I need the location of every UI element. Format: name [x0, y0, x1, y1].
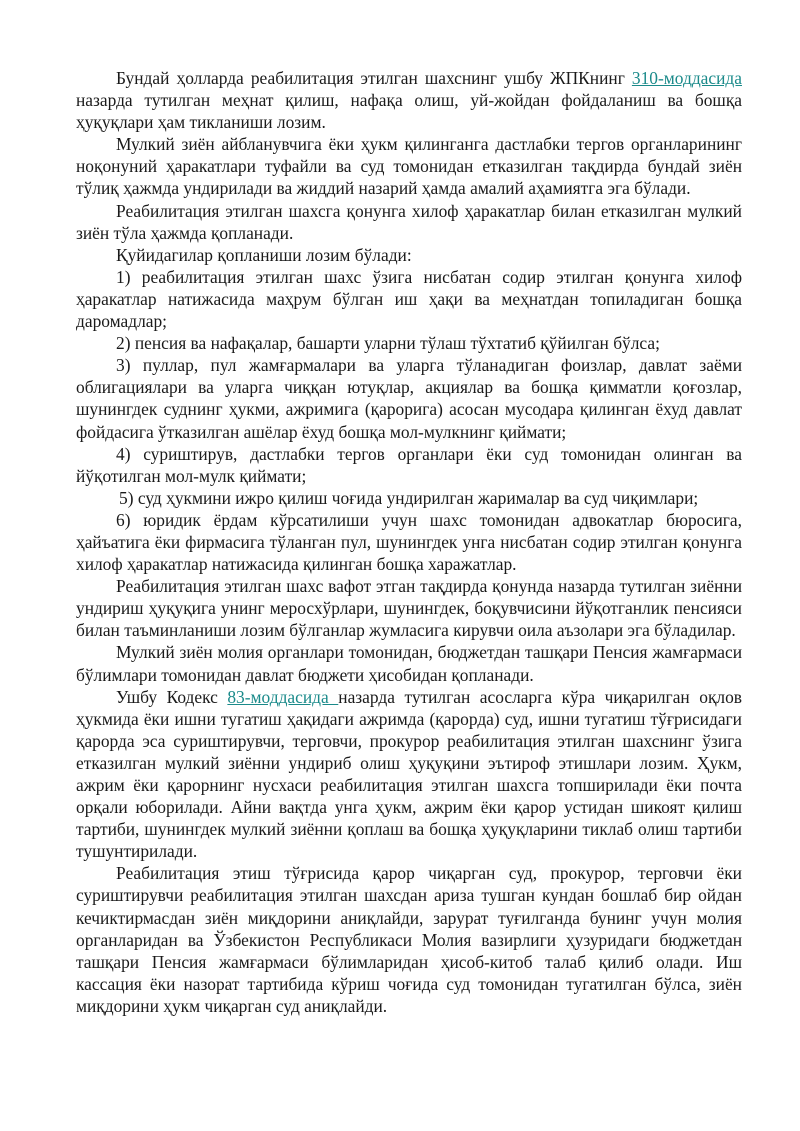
article-310-link[interactable]: 310-моддасида — [631, 68, 742, 88]
paragraph-full-compensation: Реабилитация этилган шахсга қонунга хилоф ҳаракатлар билан етказилган мулкий зиён тўла ҳажмда қопланади. — [76, 200, 742, 243]
paragraph-funding-source: Мулкий зиён молия органлари томонидан, бюджетдан ташқари Пенсия жамғармаси бўлимлари томонидан давлат бюджети ҳисобидан қопланади. — [76, 642, 742, 685]
paragraph-list-intro: Қуйидагилар қопланиши лозим бўлади: — [116, 244, 412, 265]
paragraph-text: Ушбу Кодекс — [116, 686, 228, 707]
paragraph-text: назарда тутилган меҳнат қилиш, нафақа олиш, уй-жойдан фойдаланиш ва бошқа ҳуқуқлари ҳам тикланиши лозим. — [76, 90, 742, 133]
document-page — [76, 67, 742, 1017]
list-item-pensions: 2) пенсия ва нафақалар, башарти уларни тўлаш тўхтатиб қўйилган бўлса; — [116, 333, 660, 354]
list-item-fines: 5) суд ҳукмини ижро қилиш чоғида ундирилган жарималар ва суд чиқимлари; — [119, 487, 699, 508]
list-item-lost-property: 4) суриштирув, дастлабки тергов органлари ёки суд томонидан олинган ва йўқотилган мол-мулк қиймати; — [76, 443, 742, 486]
paragraph-heirs: Реабилитация этилган шахс вафот этган тақдирда қонунда назарда тутилган зиённи ундириш ҳуқуқига унинг меросхўрлари, шунингдек, боқувчисини йўқотганлик пенсияси билан таъминланиши лозим бўлганлар жумласига кирувчи оила аъзолари эга бўладилар. — [76, 576, 742, 641]
paragraph-text: назарда тутилган асосларга кўра чиқарилган оқлов ҳукмида ёки ишни тугатиш ҳақидаги ажримда (қарорда) суд, ишни тугатиш тўғрисидаги қарорда эса суриштирувчи, терговчи, прокурор реабилитация этилган шахснинг ўзига етказилган мулкий зиённи ундириб олиш ҳуқуқини эътироф этишлари лозим. Ҳукм, ажрим ёки қарорнинг нусхаси реабилитация этилган шахсга топширилади ёки почта орқали юборилади. Айни вақтда унга ҳукм, ажрим ёки қарор устидан шикоят қилиш тартиби, шунингдек мулкий зиённи қоплаш ва бошқа ҳуқуқларини тиклаб олиш тартиби тушунтирилади. — [76, 686, 742, 862]
paragraph-property-damage: Мулкий зиён айбланувчига ёки ҳукм қилинганга дастлабки тергов органларининг ноқонуний ҳаракатлари туфайли ва суд томонидан етказилган тақдирда бундай зиён тўлиқ ҳажмда ундирилади ва жиддий назарий ҳамда амалий аҳамиятга эга бўлади. — [76, 134, 742, 199]
list-item-money-securities: 3) пуллар, пул жамғармалари ва уларга тўланадиган фоизлар, давлат заёми облигациялари ва уларга чиққан ютуқлар, акциялар ва бошқа қимматли қоғозлар, шунингдек суднинг ҳукми, ажримига (қарорига) асосан мусодара қилинган ёхуд давлат фойдасига ўтказилган ашёлар ёхуд бошқа мол-мулкнинг қиймати; — [76, 355, 742, 442]
list-item-wages: 1) реабилитация этилган шахс ўзига нисбатан содир этилган қонунга хилоф ҳаракатлар натижасида маҳрум бўлган иш ҳақи ва меҳнатдан топиладиган бошқа даромадлар; — [76, 266, 742, 332]
paragraph-acquittal — [76, 686, 742, 863]
paragraph-rights-restoration — [76, 67, 742, 133]
list-item-legal-aid: 6) юридик ёрдам кўрсатилиши учун шахс томонидан адвокатлар бюросига, ҳайъатига ёки фирмасига тўланган пул, шунингдек унга нисбатан содир этилган қонунга хилоф ҳаракатлар натижасида қилинган бошқа харажатлар. — [76, 509, 742, 575]
article-83-link[interactable]: 83-моддасида — [227, 686, 339, 707]
paragraph-damage-assessment: Реабилитация этиш тўғрисида қарор чиқарган суд, прокурор, терговчи ёки суриштирувчи реабилитация этилган шахсдан ариза тушган кундан бошлаб бир ойдан кечиктирмасдан зиён миқдорини аниқлайди, зарурат туғилганда бунинг учун молия органларидан ва Ўзбекистон Республикаси Молия вазирлиги ҳузуридаги бюджетдан ташқари Пенсия жамғармаси бўлимларидан ҳисоб-китоб талаб қилиб олади. Иш кассация ёки назорат тартибида кўриш чоғида суд томонидан тугатилган бўлса, зиён миқдорини ҳукм чиқарган суд аниқлайди. — [76, 863, 742, 1016]
paragraph-text: Бундай ҳолларда реабилитация этилган шахснинг ушбу ЖПКнинг — [116, 68, 632, 88]
